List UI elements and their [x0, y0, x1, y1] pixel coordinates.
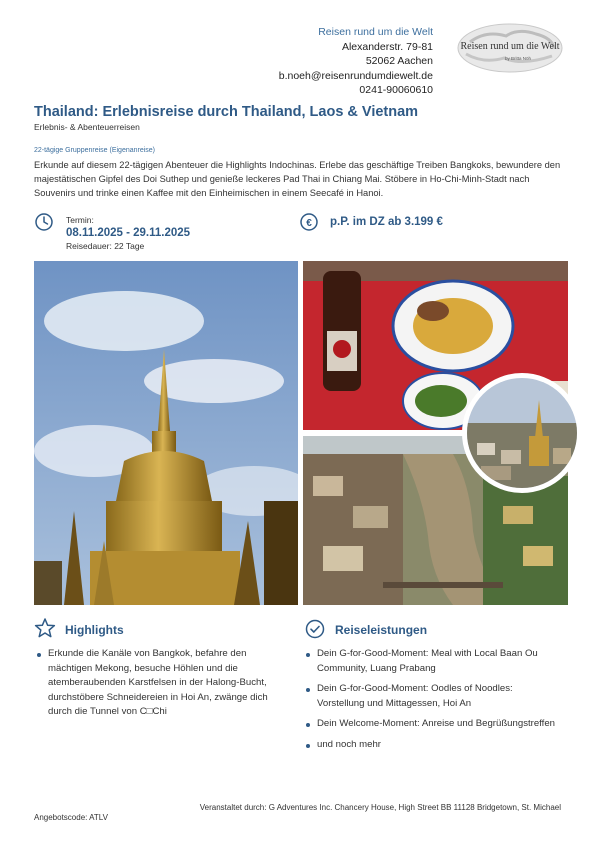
- service-item: und noch mehr: [306, 738, 556, 753]
- trip-category: Erlebnis- & Abenteuerreisen: [34, 122, 140, 132]
- service-item: Dein G-for-Good-Moment: Oodles of Noodles: Vorstellung und Mittagessen, Hoi An: [306, 682, 556, 711]
- city-inset-photo: [462, 373, 582, 493]
- trip-duration: Reisedauer: 22 Tage: [66, 241, 145, 251]
- price-text: p.P. im DZ ab 3.199 €: [330, 216, 443, 228]
- termin-label: Termin:: [66, 215, 94, 225]
- service-item: Dein Welcome-Moment: Anreise und Begrüßungstreffen: [306, 717, 556, 732]
- temple-photo: [34, 261, 298, 605]
- highlight-item: Erkunde die Kanäle von Bangkok, befahre den mächtigen Mekong, besuche Höhlen und die atemberaubenden Karstfelsen in der Halong-Bucht, durchstöbere Schneidereien in Hoi An, zwänge dich durch die Tunnel von C□Chi: [37, 647, 282, 720]
- agency-name: Reisen rund um die Welt: [318, 26, 433, 38]
- agency-street: Alexanderstr. 79-81: [341, 40, 433, 53]
- offer-code: Angebotscode: ATLV: [34, 813, 108, 822]
- trip-title: Thailand: Erlebnisreise durch Thailand, Laos & Vietnam: [34, 104, 419, 120]
- contact-block: [279, 25, 433, 98]
- trip-tagline: 22-tägige Gruppenreise (Eigenanreise): [34, 147, 156, 154]
- service-item: Dein G-for-Good-Moment: Meal with Local Baan Ou Community, Luang Prabang: [306, 647, 556, 676]
- svg-text:€: €: [306, 218, 312, 229]
- organizer-text: Veranstaltet durch: G Adventures Inc. Chancery House, High Street BB 11128 Bridgetown, St. Michael: [199, 803, 561, 812]
- agency-phone[interactable]: 0241-90060610: [359, 84, 433, 96]
- highlights-list: [37, 647, 282, 726]
- termin-dates: 08.11.2025 - 29.11.2025: [66, 227, 191, 239]
- euro-icon: [300, 213, 318, 231]
- agency-logo: [456, 22, 564, 74]
- services-heading: Reiseleistungen: [335, 623, 428, 637]
- check-circle-icon: [305, 619, 325, 639]
- agency-city: 52062 Aachen: [365, 55, 433, 67]
- logo-sub: by Britta Nöh: [504, 56, 532, 61]
- services-list: [306, 647, 556, 758]
- clock-icon: [35, 213, 53, 231]
- agency-email[interactable]: b.noeh@reisenrundumdiewelt.de: [278, 69, 433, 82]
- star-icon: [34, 617, 56, 639]
- trip-intro: Erkunde auf diesem 22-tägigen Abenteuer die Highlights Indochinas. Erlebe das geschäftige Treiben Bangkoks, bewundere den majestätischen Gipfel des Doi Suthep und genieße leckeres Pad Thai in Chiang Mai. Stöbere in Ho-Chi-Minh-Stadt nach Souvenirs und trinke einen Kaffee mit den Einheimischen in einem Seecafé in Hanoi.: [34, 160, 561, 198]
- logo-text: Reisen rund um die Welt: [460, 41, 560, 52]
- highlights-heading: Highlights: [65, 623, 124, 637]
